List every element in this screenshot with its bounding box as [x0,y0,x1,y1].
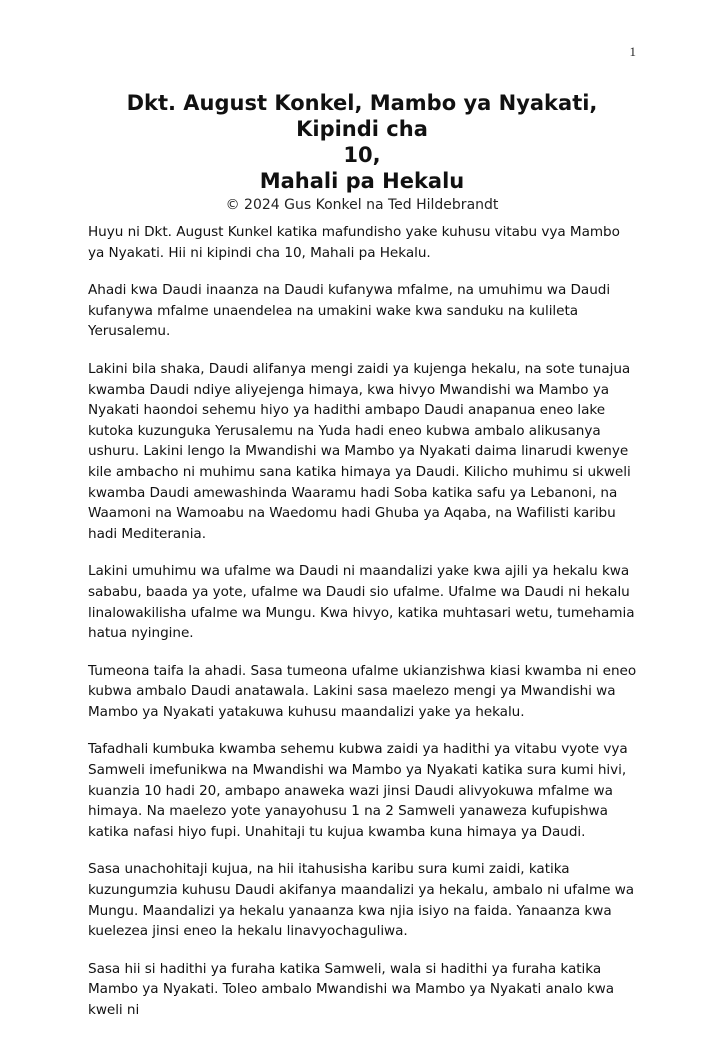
copyright-notice: © 2024 Gus Konkel na Ted Hildebrandt [225,197,499,213]
title-line-2: 10, [343,143,381,167]
paragraph-5: Tumeona taifa la ahadi. Sasa tumeona ufalme ukianzishwa kiasi kwamba ni eneo kubwa ambalo Daudi anatawala. Lakini sasa maelezo mengi ya Mwandishi wa Mambo ya Nyakati yatakuwa kuhusu maandalizi yake ya hekalu. [88,662,637,720]
body-text [88,222,638,1038]
document-header [88,90,636,214]
title-line-3: Mahali pa Hekalu [259,169,465,193]
paragraph-2: Ahadi kwa Daudi inaanza na Daudi kufanywa mfalme, na umuhimu wa Daudi kufanywa mfalme unaendelea na umakini wake kwa sanduku na kulileta Yerusalemu. [88,282,611,340]
page-number: 1 [629,44,636,59]
paragraph-8: Sasa hii si hadithi ya furaha katika Samweli, wala si hadithi ya furaha katika Mambo ya Nyakati. Toleo ambalo Mwandishi wa Mambo ya Nyakati analo kwa kweli ni [88,960,615,1018]
paragraph-7: Sasa unachohitaji kujua, na hii itahusisha karibu sura kumi zaidi, katika kuzungumzia kuhusu Daudi akifanya maandalizi ya hekalu, ambalo ni ufalme wa Mungu. Maandalizi ya hekalu yanaanza kwa njia isiyo na faida. Yanaanza kwa kuelezea jinsi eneo la hekalu linavyochaguliwa. [88,861,635,940]
paragraph-4: Lakini umuhimu wa ufalme wa Daudi ni maandalizi yake kwa ajili ya hekalu kwa sababu, baada ya yote, ufalme wa Daudi sio ufalme. Ufalme wa Daudi ni hekalu linalowakilisha ufalme wa Mungu. Kwa hivyo, katika muhtasari wetu, tumehamia hatua nyingine. [88,563,635,642]
title-line-1: Dkt. August Konkel, Mambo ya Nyakati, Kipindi cha [126,91,598,141]
paragraph-3: Lakini bila shaka, Daudi alifanya mengi zaidi ya kujenga hekalu, na sote tunajua kwamba Daudi ndiye aliyejenga himaya, kwa hivyo Mwandishi wa Mambo ya Nyakati haondoi sehemu hiyo ya hadithi ambapo Daudi anapanua eneo lake kutoka kuzunguka Yerusalemu na Yuda hadi eneo kubwa ambalo alikusanya ushuru. Lakini lengo la Mwandishi wa Mambo ya Nyakati daima linarudi kwenye kile ambacho ni muhimu sana katika himaya ya Daudi. Kilicho muhimu si ukweli kwamba Daudi amewashinda Waaramu hadi Soba katika safu ya Lebanoni, na Waamoni na Wamoabu na Waedomu hadi Ghuba ya Aqaba, na Wafilisti karibu hadi Mediterania. [88,360,631,542]
paragraph-6: Tafadhali kumbuka kwamba sehemu kubwa zaidi ya hadithi ya vitabu vyote vya Samweli imefunikwa na Mwandishi wa Mambo ya Nyakati katika sura kumi hivi, kuanzia 10 hadi 20, ambapo anaweka wazi jinsi Daudi alivyokuwa mfalme wa himaya. Na maelezo yote yanayohusu 1 na 2 Samweli yanaweza kufupishwa katika nafasi hiyo fupi. Unahitaji tu kujua kwamba kuna himaya ya Daudi. [88,741,628,840]
paragraph-1: Huyu ni Dkt. August Kunkel katika mafundisho yake kuhusu vitabu vya Mambo ya Nyakati. Hii ni kipindi cha 10, Mahali pa Hekalu. [88,224,620,261]
document-title [88,90,636,194]
